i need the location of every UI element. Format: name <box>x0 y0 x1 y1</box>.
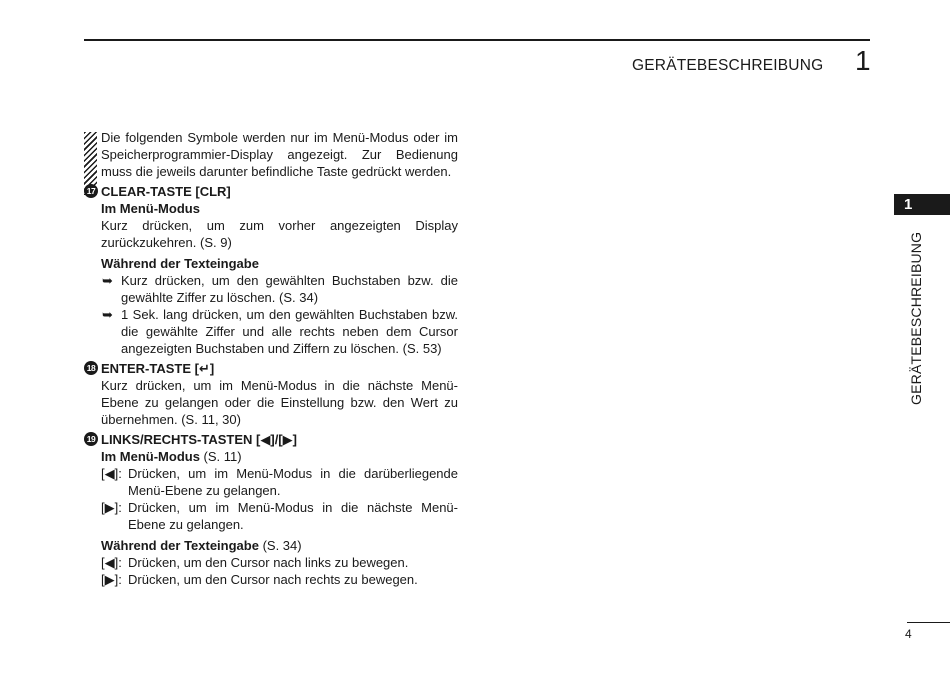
page-reference: (S. 34) <box>258 538 302 553</box>
page-number: 4 <box>905 627 912 641</box>
chapter-number: 1 <box>855 45 871 76</box>
chapter-title: GERÄTEBESCHREIBUNG <box>632 57 824 74</box>
note-block <box>84 129 458 180</box>
bullet-item <box>101 272 458 306</box>
key-item-text: Drücken, um den Cursor nach rechts zu bewegen. <box>128 572 418 587</box>
subheading-menu-mode: Im Menü-Modus <box>101 201 200 216</box>
bullet-text: 1 Sek. lang drücken, um den gewählten Buchstaben bzw. die gewählte Ziffer und alle rechts neben dem Cursor angezeigten Buchstaben und Ziffern zu löschen. (S. 53) <box>121 307 458 356</box>
section-left-right-keys <box>84 431 458 588</box>
key-item-text: Drücken, um im Menü-Modus in die darüberliegende Menü-Ebene zu gelangen. <box>128 466 458 498</box>
subheading-text-entry: Während der Texteingabe <box>101 538 259 553</box>
note-text: Die folgenden Symbole werden nur im Menü-Modus oder im Speicherprogrammier-Display angezeigt. Zur Bedienung muss die jeweils darunter befindliche Taste gedrückt werden. <box>101 130 458 179</box>
section-title: LINKS/RECHTS-TASTEN [◀]/[▶] <box>101 432 297 447</box>
text-entry-line <box>101 537 458 554</box>
left-key-label: [◀]: <box>101 555 122 570</box>
key-item-left <box>101 465 458 499</box>
page-reference: (S. 11) <box>199 449 242 464</box>
bullet-text: Kurz drücken, um den gewählten Buchstaben bzw. die gewählte Ziffer zu löschen. (S. 34) <box>121 273 458 305</box>
right-key-label: [▶]: <box>101 500 122 515</box>
circled-number-19-icon: 19 <box>84 432 98 446</box>
circled-number-17-icon: 17 <box>84 184 98 198</box>
section-heading <box>84 360 458 377</box>
arrow-bullet-icon: ➥ <box>102 307 113 322</box>
key-item-text: Drücken, um den Cursor nach links zu bewegen. <box>128 555 409 570</box>
circled-number-18-icon: 18 <box>84 361 98 375</box>
key-item-text: Drücken, um im Menü-Modus in die nächste Menü-Ebene zu gelangen. <box>128 500 458 532</box>
menu-mode-line <box>101 448 458 465</box>
section-enter-key <box>84 360 458 428</box>
menu-mode-text: Kurz drücken, um zum vorher angezeigten Display zurückzukehren. (S. 9) <box>101 218 458 250</box>
key-item-right <box>101 571 458 588</box>
side-tab-number: 1 <box>894 194 950 215</box>
subheading-text-entry: Während der Texteingabe <box>101 256 259 271</box>
side-tab-label: GERÄTEBESCHREIBUNG <box>908 231 924 405</box>
section-title: ENTER-TASTE [↵] <box>101 361 215 376</box>
arrow-bullet-icon: ➥ <box>102 273 113 288</box>
key-item-right <box>101 499 458 533</box>
section-clear-key <box>84 183 458 357</box>
content-column <box>84 129 458 588</box>
section-heading <box>84 431 458 448</box>
bullet-item <box>101 306 458 357</box>
left-key-label: [◀]: <box>101 466 122 481</box>
section-heading <box>84 183 458 200</box>
enter-key-text: Kurz drücken, um im Menü-Modus in die nächste Menü-Ebene zu gelangen oder die Einstellung bzw. den Wert zu übernehmen. (S. 11, 30) <box>101 378 458 427</box>
subheading-menu-mode: Im Menü-Modus <box>101 449 200 464</box>
header-rule <box>84 39 870 41</box>
section-title: CLEAR-TASTE [CLR] <box>101 184 231 199</box>
right-key-label: [▶]: <box>101 572 122 587</box>
footer-rule <box>907 622 950 623</box>
key-item-left <box>101 554 458 571</box>
